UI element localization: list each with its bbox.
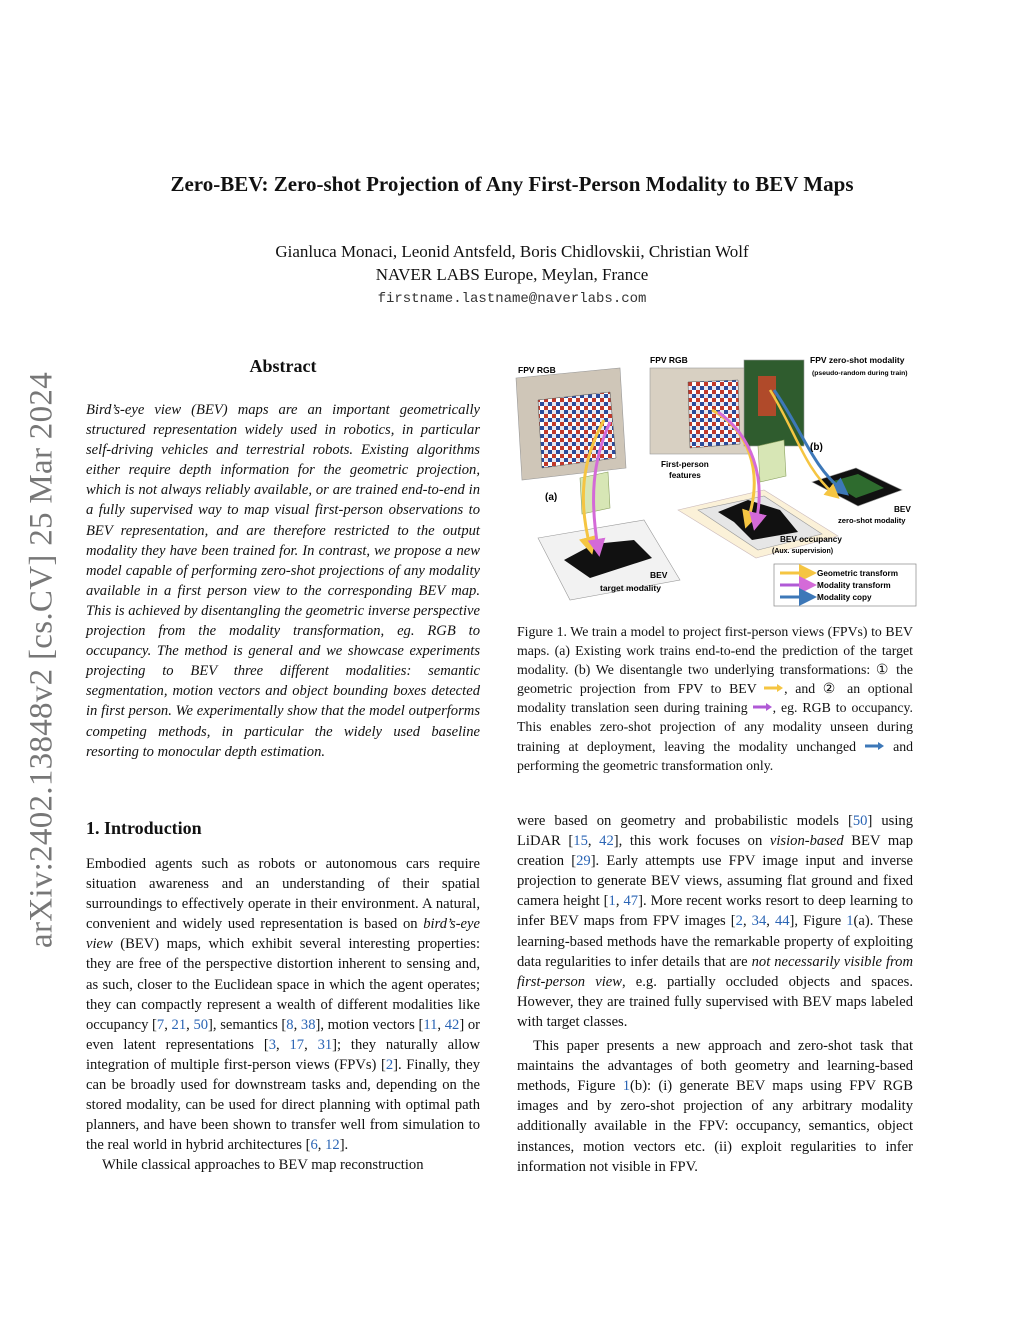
text-run: ], this work focuses on bbox=[613, 833, 770, 850]
section-heading-introduction: 1. Introduction bbox=[86, 818, 202, 838]
text-run: , bbox=[615, 893, 624, 910]
right-paragraph-2 bbox=[517, 1036, 913, 1177]
citation-link[interactable]: 6 bbox=[310, 1137, 318, 1154]
italic-text: vision-based bbox=[769, 833, 844, 850]
bev-occupancy-label-1: BEV occupancy bbox=[780, 535, 842, 544]
introduction-body bbox=[86, 854, 480, 1176]
text-run: ]. Early attempts use FPV image input and inverse projection to generate BEV views, assuming flat ground and fixed camera height [ bbox=[517, 853, 913, 910]
citation-link[interactable]: 47 bbox=[623, 893, 639, 910]
citation-link[interactable]: 12 bbox=[325, 1137, 340, 1154]
text-run: BEV map creation [ bbox=[517, 833, 913, 870]
legend-modality: Modality transform bbox=[817, 581, 891, 590]
text-run: While classical approaches to BEV map reconstruction bbox=[102, 1157, 424, 1174]
legend-geometric: Geometric transform bbox=[817, 569, 898, 578]
text-run: , bbox=[293, 1016, 301, 1033]
citation-link[interactable]: 42 bbox=[444, 1016, 460, 1033]
citation-link[interactable]: 1 bbox=[846, 913, 854, 930]
citation-link[interactable]: 2 bbox=[385, 1056, 394, 1073]
text-run: , bbox=[186, 1016, 194, 1033]
fpv-zero-shot-label: FPV zero-shot modality bbox=[810, 355, 905, 365]
text-run: , bbox=[275, 1036, 290, 1053]
text-run: were based on geometry and probabilistic models [ bbox=[517, 813, 853, 829]
checkerboard-pattern-a bbox=[538, 392, 616, 468]
citation-link[interactable]: 1 bbox=[622, 1078, 631, 1095]
abstract-heading: Abstract bbox=[249, 356, 317, 376]
text-run: ], Figure bbox=[789, 913, 847, 930]
text-run: ]. Finally, they can be broadly used for downstream tasks and, depending on the stored modality, can be used for direct planning with optimal path planners, and have been shown to transfer well from simulation to the real world in hybrid architectures [ bbox=[86, 1056, 481, 1154]
citation-link[interactable]: 38 bbox=[300, 1016, 316, 1033]
bev-occupancy-label-2: (Aux. supervision) bbox=[772, 548, 834, 555]
arxiv-stamp-text: arXiv:2402.13848v2 [cs.CV] 25 Mar 2024 bbox=[23, 372, 60, 948]
feature-volume-b bbox=[758, 440, 786, 482]
text-run: ] or even latent representations [ bbox=[86, 1016, 480, 1053]
intro-paragraph-1 bbox=[86, 854, 480, 1155]
text-run: ]. More recent works resort to deep learning to infer BEV maps from FPV images [ bbox=[517, 893, 913, 930]
italic-text: bird’s-eye view bbox=[86, 916, 480, 953]
figure-1-caption bbox=[517, 622, 913, 775]
citation-link[interactable]: 31 bbox=[317, 1036, 333, 1053]
panel-a-label: (a) bbox=[545, 492, 558, 503]
first-person-features-label-1: First-person bbox=[661, 460, 709, 469]
caption-part-4: and performing the geometric transformation only. bbox=[517, 738, 913, 773]
text-run: , bbox=[742, 913, 752, 930]
text-run: , bbox=[317, 1137, 326, 1154]
text-run: ], motion vectors [ bbox=[315, 1016, 424, 1033]
caption-part-1: Figure 1. We train a model to project first-person views (FPVs) to BEV maps. (a) Existing work trains end-to-end the prediction of the target modality. (b) We disentangle two underlying transformations: ① the geometric projection from FPV to BEV bbox=[517, 624, 913, 697]
caption-part-3: , eg. RGB to occupancy. This enables zero-shot projection of any modality unseen during training at deployment, leaving the modality unchanged bbox=[517, 700, 913, 754]
text-run: ]; they naturally allow integration of multiple first-person views (FPVs) [ bbox=[86, 1036, 481, 1073]
author-block bbox=[0, 240, 1024, 311]
text-run: , bbox=[437, 1016, 445, 1033]
text-run: ]. bbox=[339, 1137, 349, 1154]
author-names: Gianluca Monaci, Leonid Antsfeld, Boris Chidlovskii, Christian Wolf bbox=[275, 242, 749, 261]
text-run: (BEV) maps, which exhibit several interesting properties: they are free of the perspective distortion inherent to sensing and, as such, closer to the Euclidean space in which the agent operates; they can compactly represent a wealth of different modalities like occupancy [ bbox=[86, 936, 480, 1033]
citation-link[interactable]: 3 bbox=[268, 1036, 276, 1053]
affiliation: NAVER LABS Europe, Meylan, France bbox=[375, 265, 649, 284]
citation-link[interactable]: 34 bbox=[751, 913, 767, 930]
caption-part-2: , and ② an optional modality translation seen during training bbox=[517, 681, 913, 716]
citation-link[interactable]: 21 bbox=[171, 1016, 187, 1033]
arxiv-stamp bbox=[12, 350, 72, 970]
text-run: , bbox=[587, 833, 600, 850]
citation-link[interactable]: 1 bbox=[608, 893, 616, 910]
text-run: ] using LiDAR [ bbox=[517, 813, 913, 850]
bev-target-label-2: target modality bbox=[600, 583, 661, 593]
citation-link[interactable]: 29 bbox=[576, 853, 591, 870]
bev-zero-shot-label-1: BEV bbox=[894, 505, 911, 514]
citation-link[interactable]: 11 bbox=[423, 1016, 438, 1033]
bev-target-label-1: BEV bbox=[650, 570, 668, 580]
panel-b bbox=[650, 355, 911, 558]
yellow-arrow-icon bbox=[764, 683, 784, 693]
figure-1 bbox=[512, 350, 922, 610]
figure-legend bbox=[774, 564, 916, 606]
citation-link[interactable]: 50 bbox=[852, 813, 868, 829]
citation-link[interactable]: 7 bbox=[156, 1016, 165, 1033]
text-run: , bbox=[304, 1036, 318, 1053]
text-run: This paper presents a new approach and zero-shot task that maintains the advantages of both geometry and learning-based methods, Figure bbox=[517, 1038, 913, 1095]
panel-b-label: (b) bbox=[810, 442, 823, 453]
right-column-body bbox=[517, 811, 913, 1177]
citation-link[interactable]: 15 bbox=[573, 833, 588, 850]
purple-arrow-icon bbox=[753, 702, 773, 712]
checkerboard-pattern-b bbox=[688, 380, 740, 448]
text-run: , e.g. partially occluded objects and spaces. However, they are trained fully supervised with BEV maps labeled with target classes. bbox=[517, 973, 913, 1030]
text-run: , bbox=[164, 1016, 172, 1033]
citation-link[interactable]: 44 bbox=[774, 913, 790, 930]
text-run: Embodied agents such as robots or autonomous cars require situation awareness and an understanding of their spatial surroundings to effectively operate in their environment. A natural, convenient and widely used representation is based on bbox=[86, 856, 480, 933]
fpv-rgb-label-a: FPV RGB bbox=[518, 365, 556, 375]
abstract-body: Bird’s-eye view (BEV) maps are an important geometrically structured representation widely used in robotics, in particular self-driving vehicles and terrestrial robots. Existing algorithms either require depth information for the geometric projection, which is not always reliably available, or are trained end-to-end in a fully supervised way to map visual first-person observations to BEV representation, and are therefore restricted to the output modality they have been trained for. In contrast, we propose a new model capable of performing zero-shot projections of any modality available in a first person view to the corresponding BEV map. This is achieved by disentangling the geometric inverse perspective projection from the modality transformation, eg. RGB to occupancy. The method is general and we showcase experiments projecting to BEV three different modalities: semantic segmentation, motion vectors and object bounding boxes detected in first person. We experimentally show that the model outperforms competing methods, in particular the widely used baseline resorting to monocular depth estimation. bbox=[86, 402, 480, 760]
text-run: ], semantics [ bbox=[208, 1016, 287, 1033]
fpv-rgb-label-b: FPV RGB bbox=[650, 355, 688, 365]
bev-zero-shot-label-2: zero-shot modality bbox=[838, 516, 906, 525]
text-run: , bbox=[766, 913, 775, 930]
pseudo-random-label: (pseudo-random during train) bbox=[812, 370, 908, 377]
right-paragraph-1 bbox=[517, 811, 913, 1032]
text-run: (b): (i) generate BEV maps using FPV RGB images and by zero-shot projection of any arbitrary modality additionally available in the FPV: occupancy, semantics, object instances, motion vectors etc. (ii) exploit regularities to infer information not visible in FPV. bbox=[517, 1078, 913, 1175]
text-run: (a). These learning-based methods have the remarkable property of exploiting data regularities to infer details that are bbox=[517, 913, 914, 970]
intro-paragraph-2 bbox=[86, 1155, 480, 1175]
italic-text: not necessarily visible from first-person view bbox=[517, 953, 913, 990]
author-email: firstname.lastname@naverlabs.com bbox=[377, 291, 647, 307]
citation-link[interactable]: 17 bbox=[289, 1036, 305, 1053]
paper-title: Zero-BEV: Zero-shot Projection of Any First-Person Modality to BEV Maps bbox=[170, 172, 854, 196]
legend-copy: Modality copy bbox=[817, 593, 872, 602]
citation-link[interactable]: 50 bbox=[193, 1016, 209, 1033]
citation-link[interactable]: 8 bbox=[286, 1016, 294, 1033]
citation-link[interactable]: 2 bbox=[735, 913, 743, 930]
citation-link[interactable]: 42 bbox=[599, 833, 614, 850]
figure-1-diagram bbox=[512, 350, 922, 610]
blue-arrow-icon bbox=[865, 741, 885, 751]
first-person-features-label-2: features bbox=[669, 471, 701, 480]
